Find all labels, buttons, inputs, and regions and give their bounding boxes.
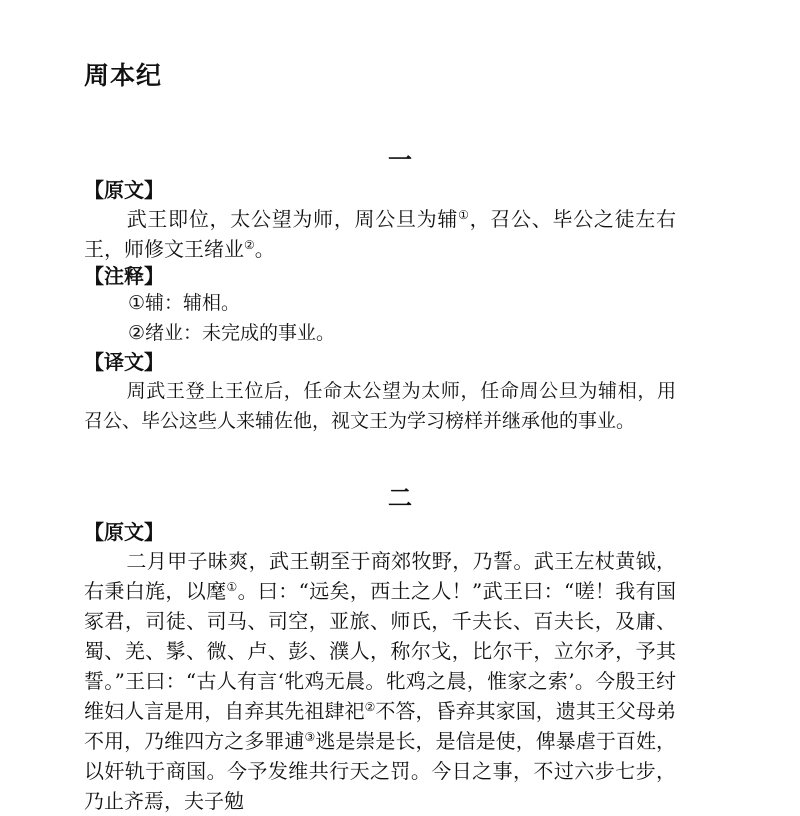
footnote-marker: ③ — [304, 729, 316, 744]
note-2: ②绪业：未完成的事业。 — [128, 322, 336, 344]
section-1-yiwen — [84, 376, 676, 436]
yuanwen-text: 。曰：“远矣，西土之人！”武王曰：“嗟！我有国冢君，司徒、司马、司空，亚旅、师氏，千夫长、百夫长，及庸、蜀、羌、髳、微、卢、彭、濮人，称尔戈，比尔干，立尔矛，予其誓。”王曰：“古人有言‘牝鸡无晨。牝鸡之晨，惟家之索’。今殷王纣维妇人言是用，自弃其先祖肆祀 — [84, 579, 676, 723]
section-1-yuanwen — [84, 204, 676, 264]
section-1-yiwen-label: 【译文】 — [84, 350, 164, 374]
yuanwen-text: 武王即位，太公望为师，周公旦为辅 — [126, 207, 459, 231]
yuanwen-text: 逃是崇是长，是信是使，俾暴虐于百姓，以奸轨于商国。今予发维共行天之罚。今日之事，不过六步七步，乃止齐焉，夫子勉 — [84, 729, 677, 813]
section-1-yuanwen-label: 【原文】 — [84, 178, 164, 202]
yuanwen-text: ，召公、毕公之徒左右王，师修文王绪业 — [84, 207, 677, 261]
section-1-zhushi-label: 【注释】 — [84, 264, 164, 288]
yuanwen-text: 。 — [254, 237, 275, 261]
yiwen-text: 周武王登上王位后，任命太公望为太师，任命周公旦为辅相，用召公、毕公这些人来辅佐他，视文王为学习榜样并继承他的事业。 — [84, 380, 676, 432]
footnote-marker: ② — [244, 237, 255, 252]
footnote-marker: ① — [458, 207, 470, 222]
footnote-marker: ① — [226, 579, 238, 594]
chapter-title: 周本纪 — [84, 61, 163, 90]
section-number-2: 二 — [388, 484, 412, 512]
yuanwen-text: 二月甲子昧爽，武王朝至于商郊牧野，乃誓。武王左杖黄钺，右秉白旄，以麾 — [84, 549, 676, 603]
yuanwen-text: 不答，昏弃其家国，遗其王父母弟不用，乃维四方之多罪逋 — [84, 699, 677, 753]
section-2-yuanwen-label: 【原文】 — [84, 520, 164, 544]
footnote-marker: ② — [364, 699, 376, 714]
section-number-1: 一 — [388, 146, 412, 174]
note-1: ①辅：辅相。 — [128, 292, 241, 314]
section-2-yuanwen — [84, 546, 676, 816]
